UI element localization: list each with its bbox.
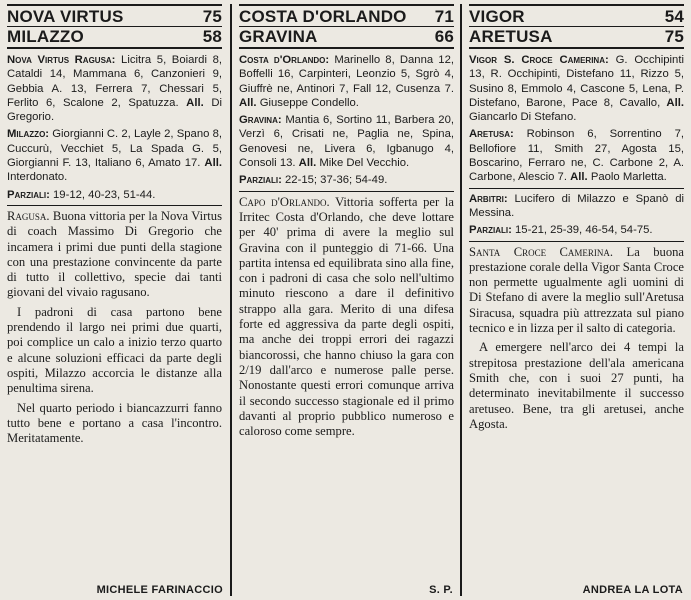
divider (469, 241, 684, 242)
article-vigor-aretusa (462, 0, 691, 600)
box-score-entry: Aretusa: Robinson 6, Sorrentino 7, Bellofiore 11, Smith 27, Agosta 15, Boscarino, Ferraro ne, C. Carbone 2, A. Carbone, Alescio 7. All. Paolo Marletta. (469, 128, 684, 184)
box-score-entry: Vigor S. Croce Camerina: G. Occhipinti 13, R. Occhipinti, Distefano 11, Rizzo 5, Susino 8, Emmolo 4, Cascone 5, Lena, P. Distefano, Barone, Pace 8, Cavallo, All. Giancarlo Di Stefano. (469, 54, 684, 124)
team-name: VIGOR (469, 7, 525, 26)
scoreboard (7, 4, 222, 49)
score-row-away (7, 26, 222, 46)
article-paragraph: Nel quarto periodo i biancazzurri fanno tutto bene e portano a casa l'incontro. Meritatamente. (7, 400, 222, 446)
divider (7, 205, 222, 206)
box-score-entry: Nova Virtus Ragusa: Licitra 5, Boiardi 8, Cataldi 14, Mammana 6, Canzonieri 9, Gebbia A. 13, Ferrera 7, Chessari 5, Ferlito 6, Scalone 2, Spatuzza. All. Di Gregorio. (7, 54, 222, 124)
article-paragraph: Santa Croce Camerina. La buona prestazione corale della Vigor Santa Croce non permette ugualmente agli uomini di Di Stefano di avere la meglio sull'Aretusa Siracusa, squadra più attrezzata sul piano tecnico e in lizza per il salto di categoria. (469, 244, 685, 336)
scoreboard (469, 4, 684, 49)
box-score-entry: Arbitri: Lucifero di Milazzo e Spanò di Messina. (469, 192, 684, 219)
team-name: ARETUSA (469, 27, 553, 46)
box-score-entry: Costa d'Orlando: Marinello 8, Danna 12, Boffelli 16, Carpinteri, Leonzio 5, Sgrò 4, Giuffrè ne, Antinori 7, Fall 12, Cusenza 7. All. Giuseppe Condello. (239, 54, 454, 109)
divider (469, 188, 684, 189)
team-score: 66 (434, 27, 454, 46)
score-row-home (469, 7, 684, 26)
dateline: Ragusa. (7, 208, 50, 223)
team-score: 58 (202, 27, 222, 46)
score-row-home (239, 7, 454, 26)
article-paragraph: Ragusa. Buona vittoria per la Nova Virtus di coach Massimo Di Gregorio che incamera i primi due punti della stagione con una prestazione convincente da parte di tutto il collettivo, specie dai tanti giovani del vivaio ragusano. (7, 208, 222, 300)
score-row-home (7, 7, 222, 26)
box-score-entry: Milazzo: Giorgianni C. 2, Layle 2, Spano 8, Cuccurù, Vecchiet 5, La Spada G. 5, Giorgianni F. 13, Italiano 6, Amato 17. All. Interdonato. (7, 128, 222, 184)
article-paragraph: I padroni di casa partono bene prendendo il largo nei primi due quarti, poi complice un calo a inizio terzo quarto e alcune soluzioni efficaci da parte degli ospiti, Milazzo accorcia le distanze alla penultima sirena. (7, 304, 222, 396)
team-name: NOVA VIRTUS (7, 7, 124, 26)
score-row-away (469, 26, 684, 46)
author-byline: S. P. (429, 584, 453, 596)
article-costa-gravina (232, 0, 461, 600)
box-score-entry: Gravina: Mantia 6, Sortino 11, Barbera 20, Verzì 6, Crisati ne, Paglia ne, Spina, Genovesi ne, Livera 6, Igbanugo 4, Consoli 13. All. Mike Del Vecchio. (239, 114, 454, 170)
author-byline: ANDREA LA LOTA (582, 584, 683, 596)
team-score: 75 (664, 27, 684, 46)
box-score-entry: Parziali: 22-15; 37-36; 54-49. (239, 174, 388, 187)
scoreboard (239, 4, 454, 49)
team-name: COSTA D'ORLANDO (239, 7, 407, 26)
dateline: Santa Croce Camerina. (469, 244, 614, 259)
box-score-entry: Parziali: 19-12, 40-23, 51-44. (7, 188, 156, 201)
team-name: MILAZZO (7, 27, 84, 46)
article-paragraph: Capo d'Orlando. Vittoria sofferta per la Irritec Costa d'Orlando, che deve lottare per 40' prima di avere la meglio sul Gravina con il punteggio di 71-66. Una partita intensa ed equilibrata sino alla fine, con i padroni di casa che solo nell'ultimo minuto riescono a dare il definitivo strappo alla gara. Merito di una difesa forte ed aggressiva da parte degli ospiti, ma anche dei troppi errori dei ragazzi biancorossi, che hanno chiuso la gara con 2/19 dall'arco e numerose palle perse. Nonostante questi errori comunque arriva il secondo successo stagionale ed il primo davanti al proprio pubblico numeroso e caloroso come sempre. (239, 194, 454, 439)
team-score: 54 (664, 7, 684, 26)
box-score-entry: Parziali: 15-21, 25-39, 46-54, 54-75. (469, 224, 653, 237)
score-row-away (239, 26, 454, 46)
dateline: Capo d'Orlando. (239, 194, 330, 209)
team-name: GRAVINA (239, 27, 318, 46)
author-byline: MICHELE FARINACCIO (96, 584, 223, 596)
article-paragraph: A emergere nell'arco dei 4 tempi la strepitosa prestazione dell'ala americana Smith che, con i suoi 27 punti, ha determinato inevitabilmente il successo aretuseo. Bene, tra gli aretusei, anche Agosta. (469, 340, 684, 431)
divider (239, 191, 454, 192)
team-score: 75 (202, 7, 222, 26)
article-nova-virtus-milazzo (0, 0, 229, 600)
team-score: 71 (434, 7, 454, 26)
